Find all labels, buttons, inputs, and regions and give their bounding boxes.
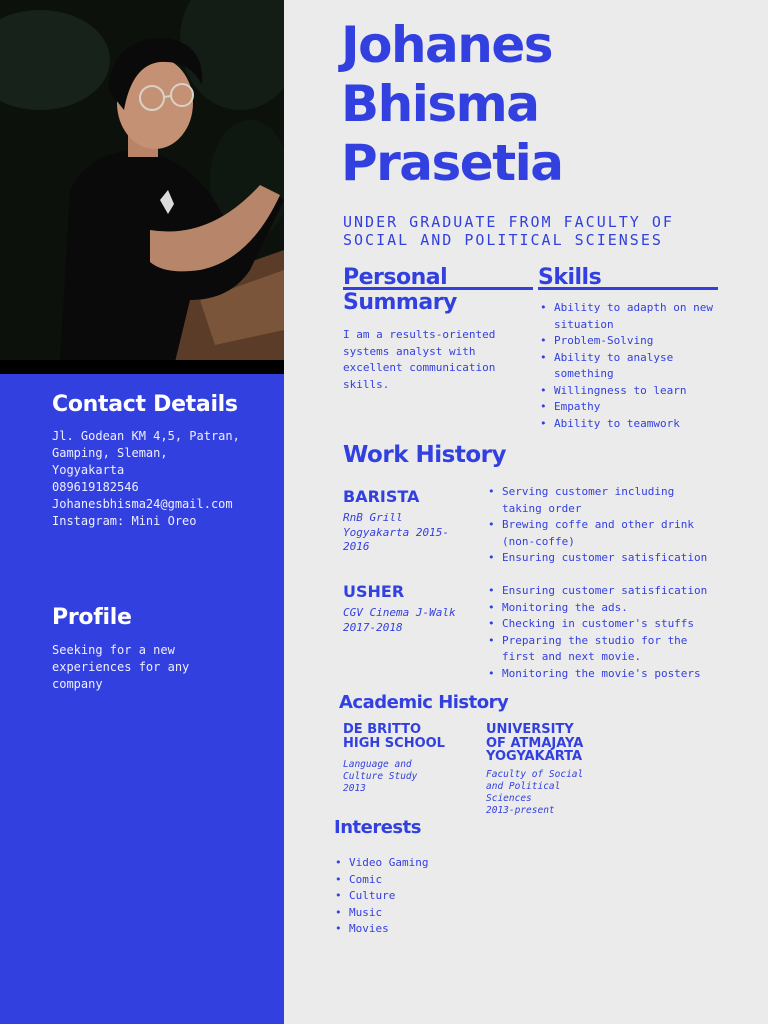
school-detail-line: Language and (343, 759, 412, 770)
list-item (486, 666, 726, 683)
duty-text: Checking in customer's stuffs (502, 617, 695, 630)
interests-heading: Interests (334, 817, 421, 838)
list-item: • Music (333, 905, 533, 922)
duty-text: Monitoring the ads. (502, 600, 628, 614)
profile-line: Seeking for a new (52, 643, 175, 657)
summary-text (343, 327, 495, 393)
name-line: Bhisma (341, 75, 539, 133)
school-detail-line: 2013-present (486, 805, 555, 816)
job-title-usher: USHER (343, 582, 405, 601)
school-name-line: YOGYAKARTA (486, 749, 583, 764)
duty-text: Monitoring the movie's posters (502, 666, 701, 680)
email-address: Johanesbhisma24@gmail.com (52, 497, 233, 511)
duty-text: Preparing the studio for the (502, 633, 688, 647)
job-meta-line: 2017-2018 (343, 620, 403, 634)
summary-heading-line: Summary (343, 290, 457, 315)
name-line: Johanes (341, 16, 553, 74)
school-detail-line: Faculty of Social (486, 769, 584, 780)
list-item (538, 333, 728, 350)
list-item (538, 416, 728, 433)
list-item: • Comic (333, 872, 533, 889)
list-item (486, 550, 726, 567)
list-item (486, 600, 726, 617)
academic-heading: Academic History (339, 692, 509, 713)
subtitle: UNDER GRADUATE FROM FACULTY OF SOCIAL AND POLITICAL SCIENSES (343, 213, 674, 249)
skill-text: Empathy (554, 400, 601, 413)
skill-text: Ability to adapth on new (554, 301, 713, 314)
profile-text (52, 642, 272, 693)
skill-text: Ability to teamwork (554, 416, 680, 430)
address-line: Yogyakarta (52, 463, 125, 477)
summary-line: skills. (343, 377, 390, 391)
list-item (486, 616, 726, 633)
contact-heading: Contact Details (52, 392, 238, 417)
usher-duties (486, 583, 726, 682)
school-detail-line: Culture Study (343, 771, 418, 782)
contact-details (52, 428, 272, 530)
school-detail-debritto (343, 759, 417, 795)
phone-number: 089619182546 (52, 480, 139, 494)
interests-list (333, 855, 533, 938)
candidate-name (341, 16, 563, 193)
summary-heading (343, 265, 457, 315)
list-item: • Culture (333, 888, 533, 905)
list-item (538, 399, 728, 416)
school-detail-line: Sciences (486, 793, 532, 804)
job-meta-barista (343, 511, 449, 555)
job-meta-line: Yogyakarta 2015- (343, 525, 449, 539)
address-line: Gamping, Sleman, (52, 446, 168, 460)
profile-line: company (52, 677, 103, 691)
work-heading: Work History (343, 442, 506, 468)
duty-text: first and next movie. (502, 650, 642, 663)
skill-text: Willingness to learn (554, 383, 687, 397)
list-item (486, 583, 726, 600)
list-item (538, 300, 728, 333)
school-detail-line: and Political (486, 781, 561, 792)
list-item (538, 383, 728, 400)
school-detail-line: 2013 (343, 783, 366, 794)
skill-text: Problem-Solving (554, 334, 654, 347)
duty-text: (non-coffe) (502, 534, 575, 548)
list-item (486, 517, 726, 550)
list-item (486, 633, 726, 666)
duty-text: taking order (502, 501, 582, 515)
address-line: Jl. Godean KM 4,5, Patran, (52, 429, 240, 443)
name-line: Prasetia (341, 134, 563, 192)
school-name-line: DE BRITTO (343, 722, 422, 737)
left-sidebar (0, 0, 284, 1024)
list-item (486, 484, 726, 517)
duty-text: Brewing coffe and other drink (502, 518, 695, 531)
profile-photo-art (0, 0, 284, 362)
photo-border (0, 360, 284, 374)
skills-heading: Skills (538, 265, 602, 290)
summary-line: I am a results-oriented (343, 328, 496, 341)
profile-photo (0, 0, 284, 362)
job-meta-line: 2016 (343, 540, 370, 553)
instagram-handle: Instagram: Mini Oreo (52, 514, 197, 528)
skill-text: Ability to analyse (554, 350, 674, 364)
summary-line: excellent communication (343, 361, 496, 374)
school-detail-atmajaya (486, 769, 583, 817)
job-title-barista: BARISTA (343, 487, 420, 506)
summary-line: systems analyst with (343, 344, 476, 358)
profile-heading: Profile (52, 605, 132, 630)
school-name-line: HIGH SCHOOL (343, 735, 445, 751)
skills-list (538, 300, 728, 432)
skill-text: something (554, 367, 614, 380)
profile-line: experiences for any (52, 660, 190, 674)
school-name-debritto (343, 723, 445, 750)
school-name-atmajaya (486, 723, 583, 764)
list-item: • Video Gaming (333, 855, 533, 872)
summary-heading-line: Personal (343, 265, 448, 290)
school-name-line: OF ATMAJAYA (486, 735, 584, 751)
list-item: • Movies (333, 921, 533, 938)
job-meta-line: CGV Cinema J-Walk (343, 606, 456, 619)
duty-text: Serving customer including (502, 485, 675, 498)
school-name-line: UNIVERSITY (486, 722, 574, 737)
skill-text: situation (554, 317, 614, 331)
job-meta-usher (343, 606, 456, 635)
job-meta-line: RnB Grill (343, 511, 403, 524)
barista-duties (486, 484, 726, 567)
duty-text: Ensuring customer satisfication (502, 551, 708, 564)
duty-text: Ensuring customer satisfication (502, 584, 708, 597)
list-item (538, 350, 728, 383)
